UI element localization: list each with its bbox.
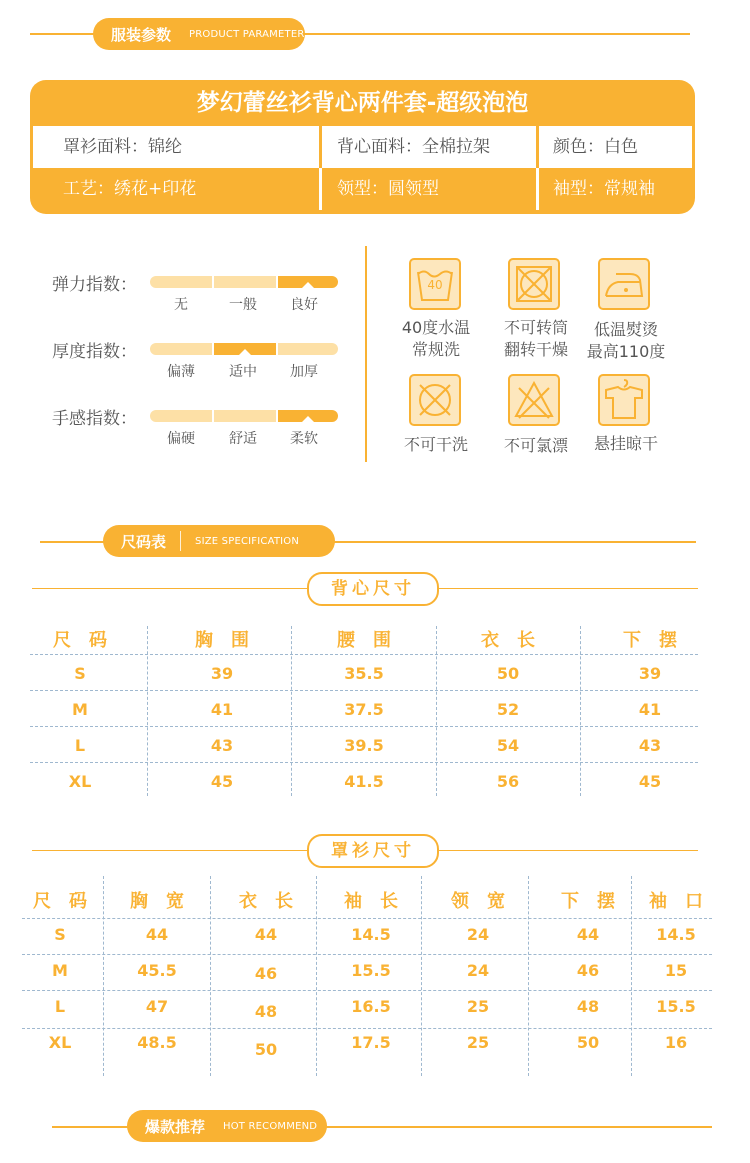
no-tumble-dry-icon	[508, 258, 560, 310]
table-header-cell: 胸 宽	[130, 891, 184, 912]
section-header-hot	[127, 1110, 327, 1142]
low-iron-icon	[598, 258, 650, 310]
index-label: 手感指数：	[52, 409, 137, 429]
table-cell: 35.5	[344, 664, 384, 683]
table-col-divider	[210, 876, 211, 1076]
table-cell: 50	[576, 1033, 600, 1052]
table-header-cell: 尺 码	[53, 630, 107, 651]
table-cell: 39	[210, 664, 234, 683]
table-cell: 41	[210, 700, 234, 719]
section-header-size	[103, 525, 335, 557]
table-cell: 16.5	[351, 997, 391, 1016]
table-row-divider	[30, 762, 698, 763]
table-cell: 39.5	[344, 736, 384, 755]
index-segment	[150, 276, 212, 288]
table-row-divider	[30, 690, 698, 691]
table-header-cell: 尺 码	[33, 891, 87, 912]
index-segment	[150, 410, 212, 422]
table-cell: 24	[466, 925, 490, 944]
table-cell: 41	[638, 700, 662, 719]
param-divider	[536, 168, 539, 210]
table-col-divider	[528, 876, 529, 1076]
param-collar: 领型：圆领型	[337, 179, 439, 199]
table-cell: 45.5	[137, 961, 177, 980]
table-header-cell: 领 宽	[451, 891, 505, 912]
table-cell: 44	[576, 925, 600, 944]
table-cell: XL	[48, 1033, 72, 1052]
table-row-divider	[30, 654, 698, 655]
index-option: 柔软	[290, 431, 318, 447]
table-row-divider	[22, 954, 712, 955]
table-cell: 56	[496, 772, 520, 791]
table-row-divider	[22, 1028, 712, 1029]
table-cell: M	[52, 961, 68, 980]
section-title-cn: 尺码表	[121, 532, 167, 551]
table-cell: 54	[496, 736, 520, 755]
table-header-cell: 衣 长	[481, 630, 535, 651]
table-cell: 44	[254, 925, 278, 944]
table-cell: 45	[638, 772, 662, 791]
wash-temperature: 40	[427, 278, 443, 292]
table-cell: 24	[466, 961, 490, 980]
table-row-divider	[22, 990, 712, 991]
index-segment	[214, 410, 276, 422]
shirt-table-title: 罩衫尺寸	[307, 834, 439, 868]
no-dry-clean-icon	[409, 374, 461, 426]
index-marker	[239, 349, 251, 355]
section-header-param	[93, 18, 305, 50]
table-cell: 46	[576, 961, 600, 980]
table-cell: 37.5	[344, 700, 384, 719]
index-label: 厚度指数：	[52, 342, 137, 362]
param-sleeve: 袖型：常规袖	[553, 179, 655, 199]
table-row-divider	[30, 726, 698, 727]
table-cell: 41.5	[344, 772, 384, 791]
section-divider	[180, 531, 181, 551]
section-title-cn: 服装参数	[111, 25, 172, 44]
index-segment	[150, 343, 212, 355]
table-cell: 25	[466, 997, 490, 1016]
table-cell: 15	[664, 961, 688, 980]
index-option: 无	[174, 297, 188, 313]
index-segment	[278, 343, 338, 355]
table-cell: L	[54, 997, 66, 1016]
care-label: 低温熨烫	[593, 320, 658, 339]
hang-dry-icon	[598, 374, 650, 426]
table-cell: XL	[68, 772, 92, 791]
param-fabric-vest: 背心面料：全棉拉架	[337, 137, 490, 157]
param-divider	[319, 126, 322, 168]
table-cell: 39	[638, 664, 662, 683]
table-cell: 43	[210, 736, 234, 755]
table-cell: 48.5	[137, 1033, 177, 1052]
index-option: 良好	[290, 297, 318, 313]
no-bleach-icon	[508, 374, 560, 426]
index-option: 舒适	[229, 431, 257, 447]
table-header-cell: 袖 长	[344, 891, 398, 912]
care-label: 最高110度	[586, 342, 666, 361]
index-marker	[302, 416, 314, 422]
table-col-divider	[316, 876, 317, 1076]
param-divider	[536, 126, 539, 168]
care-label: 不可氯漂	[503, 436, 568, 455]
table-cell: 25	[466, 1033, 490, 1052]
index-option: 加厚	[290, 364, 318, 380]
index-option: 偏硬	[167, 431, 195, 447]
table-cell: 14.5	[656, 925, 696, 944]
product-parameter-card	[30, 80, 695, 214]
table-cell: L	[74, 736, 86, 755]
param-fabric-shirt: 罩衫面料：锦纶	[63, 137, 182, 157]
param-row-2	[33, 168, 692, 210]
param-color: 颜色：白色	[553, 137, 638, 157]
care-label: 40度水温	[401, 318, 471, 337]
vest-table-title: 背心尺寸	[307, 572, 439, 606]
index-marker	[302, 282, 314, 288]
section-title-en: PRODUCT PARAMETER	[189, 28, 305, 40]
table-cell: M	[72, 700, 88, 719]
table-cell: S	[54, 925, 66, 944]
table-cell: 14.5	[351, 925, 391, 944]
index-segment	[214, 276, 276, 288]
table-cell: 44	[145, 925, 169, 944]
index-option: 一般	[229, 297, 257, 313]
table-cell: 47	[145, 997, 169, 1016]
table-cell: 15.5	[656, 997, 696, 1016]
index-option: 适中	[229, 364, 257, 380]
section-title-cn: 爆款推荐	[145, 1117, 206, 1136]
table-cell: 16	[664, 1033, 688, 1052]
table-cell: 52	[496, 700, 520, 719]
table-cell: 48	[254, 1002, 278, 1021]
product-title: 梦幻蕾丝衫背心两件套-超级泡泡	[196, 90, 529, 116]
table-header-cell: 袖 口	[649, 891, 703, 912]
table-cell: S	[74, 664, 86, 683]
table-cell: 46	[254, 964, 278, 983]
table-cell: 50	[254, 1040, 278, 1059]
table-cell: 45	[210, 772, 234, 791]
care-label: 常规洗	[411, 340, 460, 359]
panel-divider	[365, 246, 367, 462]
table-cell: 48	[576, 997, 600, 1016]
table-header-cell: 腰 围	[337, 630, 391, 651]
table-cell: 15.5	[351, 961, 391, 980]
table-col-divider	[580, 626, 581, 796]
index-option: 偏薄	[167, 364, 195, 380]
care-label: 悬挂晾干	[593, 434, 658, 453]
care-label: 不可干洗	[403, 435, 468, 454]
section-title-en: SIZE SPECIFICATION	[195, 535, 300, 547]
table-col-divider	[147, 626, 148, 796]
table-col-divider	[421, 876, 422, 1076]
table-header-cell: 胸 围	[195, 630, 249, 651]
table-cell: 17.5	[351, 1033, 391, 1052]
param-craft: 工艺：绣花+印花	[63, 179, 197, 199]
index-label: 弹力指数：	[52, 275, 137, 295]
param-divider	[319, 168, 322, 210]
table-header-cell: 下 摆	[623, 630, 677, 651]
table-header-cell: 下 摆	[561, 891, 615, 912]
section-title-en: HOT RECOMMEND	[223, 1120, 318, 1132]
table-header-cell: 衣 长	[239, 891, 293, 912]
care-label: 翻转干燥	[503, 340, 568, 359]
table-row-divider	[22, 918, 712, 919]
table-cell: 50	[496, 664, 520, 683]
table-cell: 43	[638, 736, 662, 755]
wash-40-icon	[409, 258, 461, 310]
param-row-1	[33, 126, 692, 168]
table-col-divider	[436, 626, 437, 796]
care-label: 不可转筒	[503, 318, 568, 337]
table-col-divider	[291, 626, 292, 796]
